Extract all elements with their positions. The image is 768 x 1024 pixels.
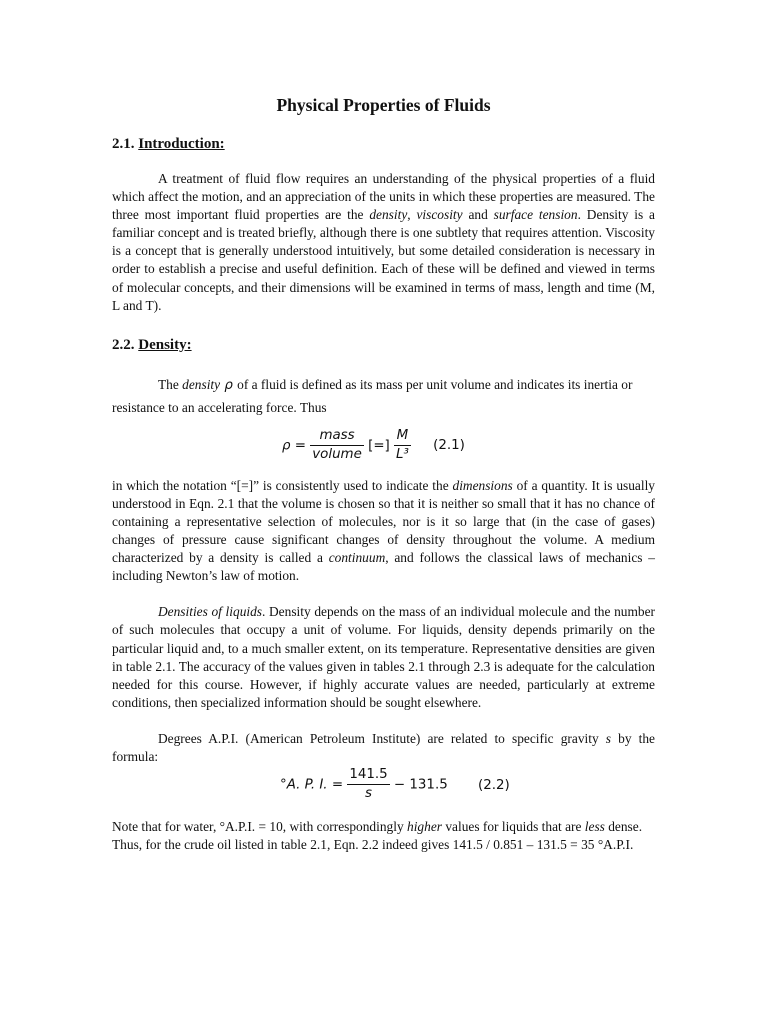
document-body <box>112 93 655 854</box>
equation-lhs: ρ = <box>282 438 311 454</box>
dimension-operator: [=] <box>363 438 395 454</box>
emphasis-term: s <box>605 730 612 746</box>
api-water-note-paragraph <box>112 818 655 854</box>
fraction <box>347 766 389 803</box>
section-heading-density <box>112 335 655 355</box>
equation-number: (2.1) <box>433 438 465 454</box>
text-run: Degrees A.P.I. (American Petroleum Institute) are related to specific gravity <box>158 730 606 746</box>
equation-body <box>280 766 510 803</box>
equation-number: (2.2) <box>478 777 510 793</box>
numerator: 141.5 <box>347 766 389 785</box>
equation-2-2 <box>112 766 655 808</box>
text-run: A treatment of fluid flow requires an understanding of the physical properties of a fluid which affect the motion, and an appreciation of the units in which these properties are measured. The three most important fluid properties are the <box>112 171 655 223</box>
equation-lhs: °A. P. I. = <box>280 777 348 793</box>
emphasis-term: less <box>584 819 605 835</box>
section-number: 2.2. <box>112 336 135 353</box>
denominator: volume <box>312 446 362 462</box>
text-run: of a quantity. It is usually understood in Eqn. 2.1 that the volume is chosen so that it is neither so small that it has no chance of containing a representative selection of molecules, nor is it so large that (in the case of gases) changes of pressure cause significant changes of density throughout the volume. A medium characterized by a density is called a <box>112 477 656 566</box>
text-run: by the formula: <box>112 730 655 764</box>
fraction <box>310 427 364 464</box>
section-title: Introduction: <box>138 136 225 152</box>
rho-symbol: ρ <box>220 377 238 393</box>
equation-body <box>282 427 465 464</box>
emphasis-term: continuum <box>328 550 386 566</box>
introduction-paragraph <box>112 170 655 315</box>
emphasis-term: density <box>182 376 221 392</box>
emphasis-term: Densities of liquids <box>158 604 263 620</box>
fraction <box>394 427 411 464</box>
text-run: dense. Thus, for the crude oil listed in table 2.1, Eqn. 2.2 indeed gives 141.5 / 0.851 – 131.5 = 35 °A.P.I. <box>112 819 643 853</box>
text-run: and <box>462 207 494 223</box>
emphasis-term: viscosity <box>416 207 463 223</box>
dimensions-paragraph <box>112 477 655 586</box>
density-definition-paragraph <box>112 374 655 419</box>
text-run: values for liquids that are <box>441 819 585 835</box>
emphasis-term: dimensions <box>452 477 513 493</box>
api-degrees-paragraph <box>112 730 655 766</box>
text-run: Note that for water, °A.P.I. = 10, with correspondingly <box>112 819 408 835</box>
page-title: Physical Properties of Fluids <box>276 95 491 115</box>
text-run: . Density depends on the mass of an individual molecule and the number of such molecules that occupy a unit of volume. For liquids, density depends primarily on the particular liquid and, to a much smaller extent, on its temperature. Representative densities are given in table 2.1. The accuracy of the values given in tables 2.1 through 2.3 is adequate for the calculation needed for this course. However, if highly accurate values are needed, particularly at extreme conditions, then specialized information should be sought elsewhere. <box>112 604 655 710</box>
densities-of-liquids-paragraph <box>112 603 655 712</box>
denominator: s <box>364 786 372 802</box>
section-heading-introduction <box>112 134 655 154</box>
text-run: in which the notation “[=]” is consistently used to indicate the <box>112 477 453 493</box>
text-run: , <box>407 207 417 223</box>
emphasis-term: higher <box>407 819 442 835</box>
equation-rhs: − 131.5 <box>389 777 448 793</box>
text-run: The <box>158 376 183 392</box>
numerator: M <box>394 427 411 446</box>
text-run: , and follows the classical laws of mechanics – including Newton’s law of motion. <box>112 550 655 584</box>
text-run: of a fluid is defined as its mass per unit volume and indicates its inertia or resistance to an accelerating force. Thus <box>112 376 633 415</box>
denominator: L³ <box>396 446 409 462</box>
section-title: Density: <box>138 336 192 353</box>
numerator: mass <box>310 427 364 446</box>
text-run: . Density is a familiar concept and is treated briefly, although there is one subtlety that requires attention. Viscosity is a concept that is generally understood intuitively, but some detailed consideration is necessary in order to establish a precise and useful definition. Each of these will be defined and viewed in terms of molecular concepts, and their dimensions will be examined in terms of mass, length and time (M, L and T). <box>112 207 655 313</box>
equation-2-1 <box>112 427 655 471</box>
emphasis-term: surface tension <box>493 207 578 223</box>
emphasis-term: density <box>369 207 408 223</box>
section-number: 2.1. <box>112 136 135 152</box>
